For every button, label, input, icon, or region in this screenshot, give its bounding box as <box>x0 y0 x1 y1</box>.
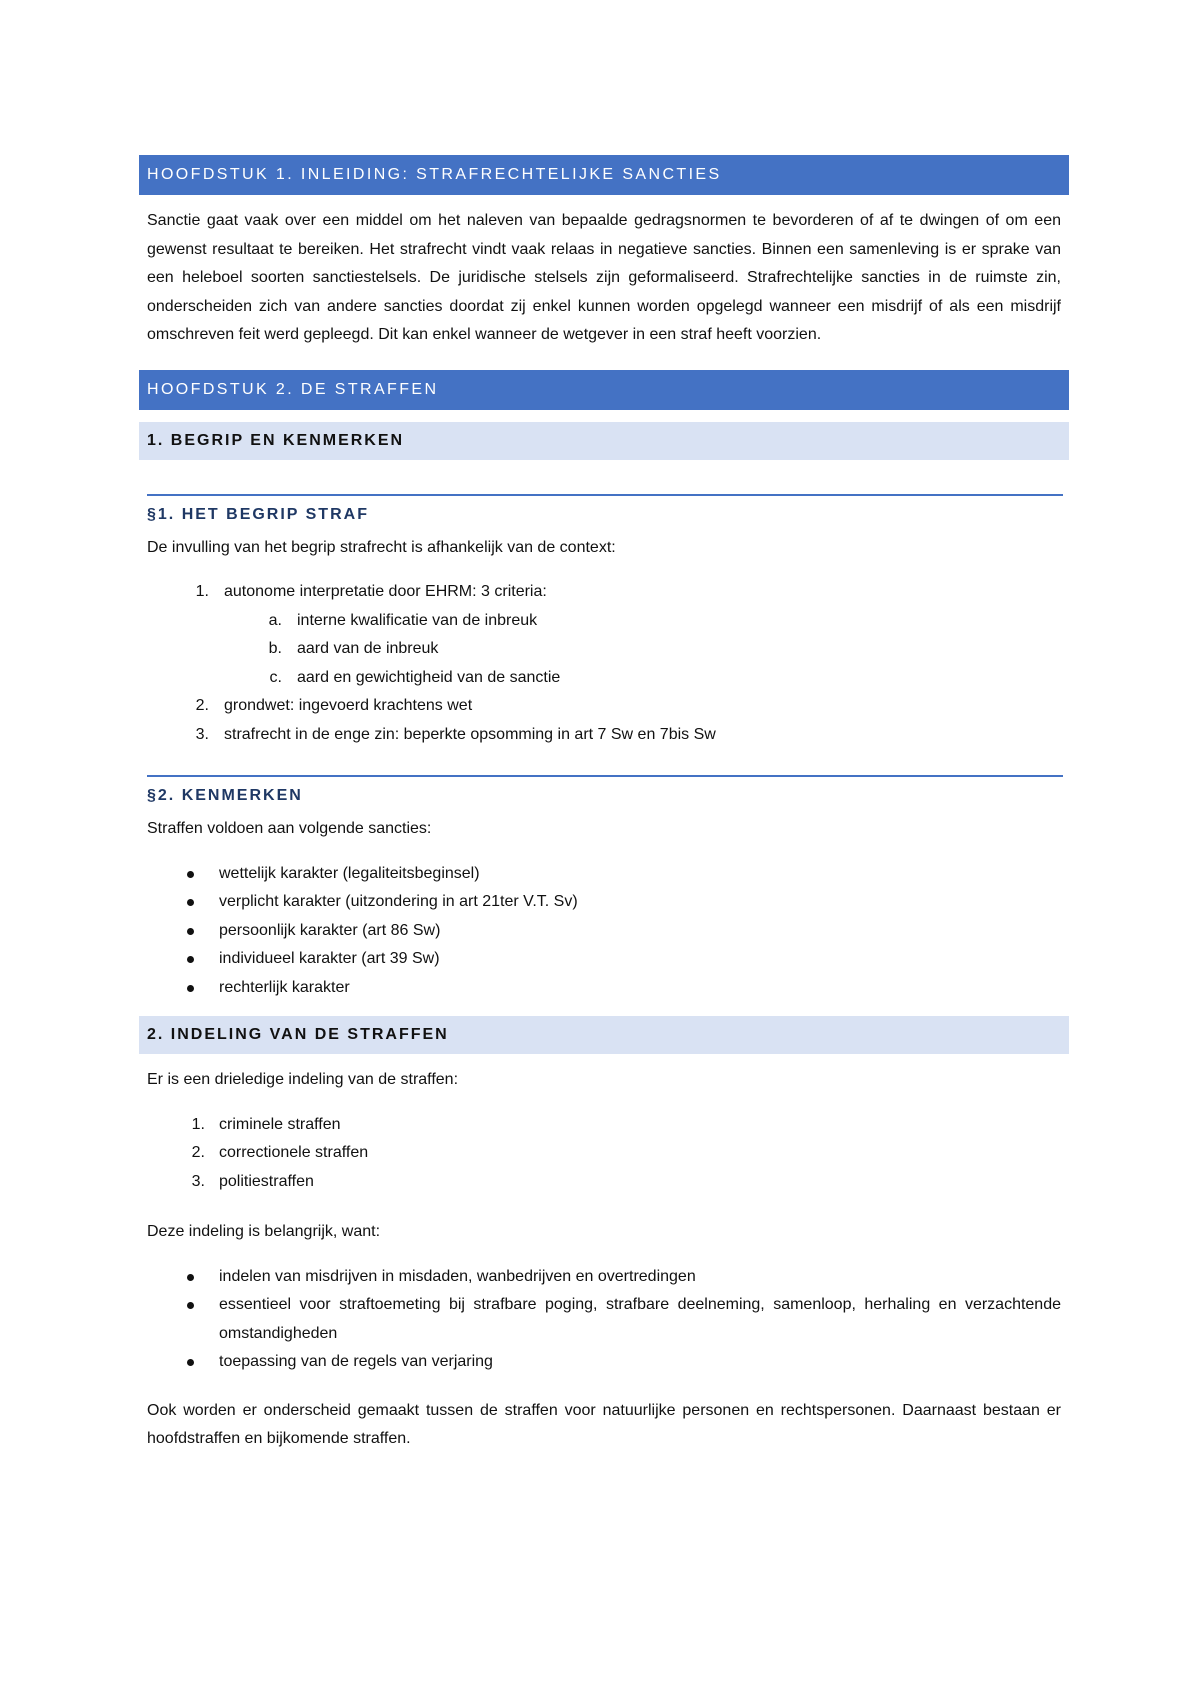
sub1-rule <box>147 494 1063 496</box>
list-item <box>139 578 1069 607</box>
list-text: toepassing van de regels van verjaring <box>219 1353 493 1370</box>
sub2-rule <box>147 775 1063 777</box>
list-item <box>139 1139 1069 1168</box>
list-item <box>139 945 1069 974</box>
list-item <box>139 1291 1069 1348</box>
chapter2-heading: HOOFDSTUK 2. DE STRAFFEN <box>139 370 1069 410</box>
list-text: aard en gewichtigheid van de sanctie <box>297 668 561 686</box>
sub1-intro: De invulling van het begrip strafrecht is afhankelijk van de context: <box>147 538 616 556</box>
list-item <box>139 721 1069 750</box>
list-subitem <box>139 664 1069 693</box>
list-text: strafrecht in de enge zin: beperkte opsomming in art 7 Sw en 7bis Sw <box>224 725 716 743</box>
list-text: wettelijk karakter (legaliteitsbeginsel) <box>219 864 480 882</box>
list-item <box>139 1111 1069 1140</box>
list-text: autonome interpretatie door EHRM: 3 criteria: <box>224 583 547 600</box>
list-text: essentieel voor straftoemeting bij strafbare poging, strafbare deelneming, samenloop, herhaling en verzachtende omstandigheden <box>219 1296 1061 1342</box>
list-number: 1. <box>191 1115 205 1133</box>
list-letter: c. <box>269 668 282 686</box>
list-item <box>139 860 1069 889</box>
bullet-icon <box>187 956 194 963</box>
list-item <box>139 692 1069 721</box>
list-number: 3. <box>195 725 209 743</box>
list-text: verplicht karakter (uitzondering in art 21ter V.T. Sv) <box>219 893 578 910</box>
list-number: 2. <box>191 1144 205 1161</box>
list-text: individueel karakter (art 39 Sw) <box>219 950 440 967</box>
bullet-icon <box>187 1359 194 1366</box>
list-text: criminele straffen <box>219 1115 341 1133</box>
list-text: rechterlijk karakter <box>219 978 350 996</box>
classification-list <box>139 1111 1069 1197</box>
section2-closing: Ook worden er onderscheid gemaakt tussen de straffen voor natuurlijke personen en rechtspersonen. Daarnaast bestaan er hoofdstraffen en bijkomende straffen. <box>147 1401 1061 1447</box>
chapter1-paragraph: Sanctie gaat vaak over een middel om het naleven van bepaalde gedragsnormen te bevorderen of af te dwingen of om een gewenst resultaat te bereiken. Het strafrecht vindt vaak relaas in negatieve sancties. Binnen een samenleving is er sprake van een heleboel soorten sanctiestelsels. De juridische stelsels zijn geformaliseerd. Strafrechtelijke sancties in de ruimste zin, onderscheiden zich van andere sancties doordat zij enkel kunnen worden opgelegd wanneer een misdrijf of als een misdrijf omschreven feit werd gepleegd. Dit kan enkel wanneer de wetgever in een straf heeft voorzien. <box>147 212 1061 343</box>
list-item <box>139 1348 1069 1377</box>
list-item <box>139 1168 1069 1197</box>
list-text: persoonlijk karakter (art 86 Sw) <box>219 921 441 939</box>
bullet-icon <box>187 871 194 878</box>
list-item <box>139 888 1069 917</box>
bullet-icon <box>187 928 194 935</box>
bullet-icon <box>187 1302 194 1309</box>
importance-list <box>139 1263 1069 1377</box>
list-number: 2. <box>195 697 209 714</box>
document-content <box>139 155 1069 1454</box>
bullet-icon <box>187 1274 194 1281</box>
list-subitem <box>139 635 1069 664</box>
bullet-icon <box>187 985 194 992</box>
list-text: interne kwalificatie van de inbreuk <box>297 611 538 629</box>
list-number: 3. <box>191 1172 205 1190</box>
list-text: politiestraffen <box>219 1172 314 1190</box>
list-text: correctionele straffen <box>219 1144 369 1161</box>
list-item <box>139 1263 1069 1292</box>
list-text: aard van de inbreuk <box>297 640 439 657</box>
section2-intro: Er is een drieledige indeling van de straffen: <box>147 1071 459 1088</box>
sub1-heading: §1. HET BEGRIP STRAF <box>147 505 369 523</box>
list-letter: b. <box>268 640 282 657</box>
list-text: indelen van misdrijven in misdaden, wanbedrijven en overtredingen <box>219 1267 696 1285</box>
characteristics-list <box>139 860 1069 1003</box>
section1-heading: 1. BEGRIP EN KENMERKEN <box>139 422 1069 460</box>
section2-heading: 2. INDELING VAN DE STRAFFEN <box>139 1016 1069 1054</box>
criteria-list <box>139 578 1069 749</box>
list-number: 1. <box>195 583 209 600</box>
list-item <box>139 974 1069 1003</box>
bullet-icon <box>187 899 194 906</box>
sub2-intro: Straffen voldoen aan volgende sancties: <box>147 820 432 837</box>
chapter1-heading: HOOFDSTUK 1. INLEIDING: STRAFRECHTELIJKE SANCTIES <box>139 155 1069 195</box>
sub2-heading: §2. KENMERKEN <box>147 787 303 804</box>
list-subitem <box>139 607 1069 636</box>
list-letter: a. <box>268 611 282 629</box>
list-text: grondwet: ingevoerd krachtens wet <box>224 697 473 714</box>
section2-intro2: Deze indeling is belangrijk, want: <box>147 1223 381 1240</box>
list-item <box>139 917 1069 946</box>
